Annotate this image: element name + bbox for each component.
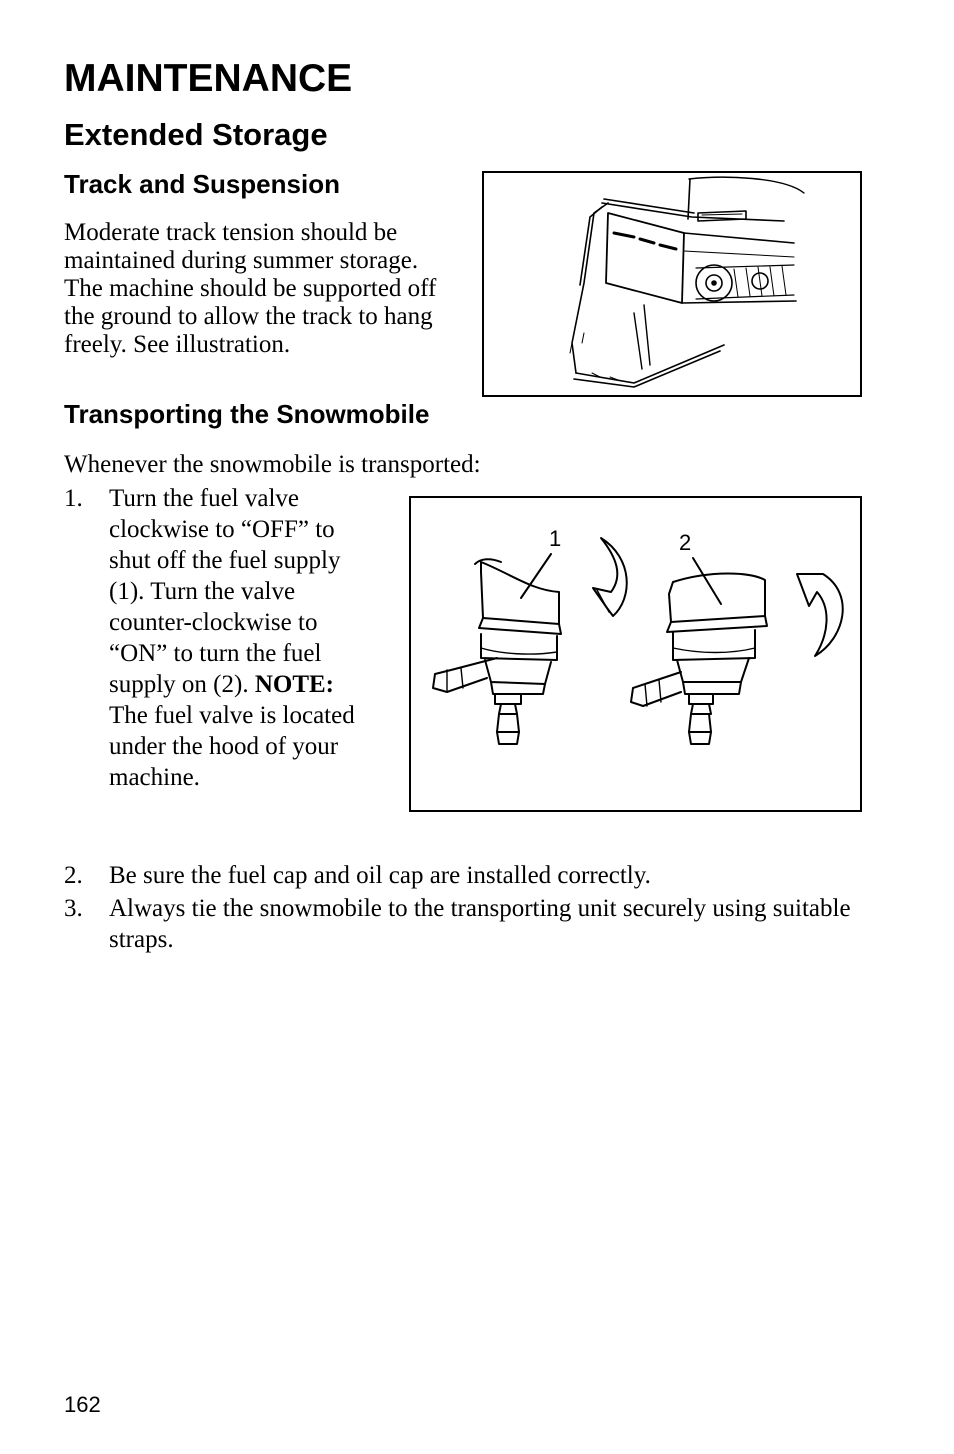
section-title: Extended Storage — [64, 117, 328, 152]
valve-1-icon — [433, 559, 561, 744]
step-number: 3. — [64, 895, 83, 922]
track-suspension-paragraph: Moderate track tension should be maintained during summer storage. The machine should be supported off the ground to allow the track to hang freely. See illustration. — [64, 219, 437, 358]
transporting-intro: Whenever the snowmobile is transported: — [64, 451, 481, 478]
rotate-clockwise-arrow-icon — [593, 538, 627, 616]
transporting-heading: Transporting the Snowmobile — [64, 399, 430, 429]
valve-label-2: 2 — [679, 530, 692, 555]
fuel-valve-illustration — [409, 496, 862, 812]
step-text: Turn the fuel valve clockwise to “OFF” to shut off the fuel supply (1). Turn the valve counter-clockwise to “ON” to turn the fuel supply on (2). NOTE: The fuel valve is located under the hood of your machine. — [109, 485, 355, 791]
step-number: 1. — [64, 485, 83, 512]
page-number: 162 — [64, 1392, 101, 1417]
note-label: NOTE: — [254, 671, 335, 698]
step-text: Be sure the fuel cap and oil cap are installed correctly. — [109, 862, 651, 889]
step-number: 2. — [64, 862, 83, 889]
snowmobile-stand-illustration — [482, 171, 862, 397]
page-title: MAINTENANCE — [64, 57, 353, 100]
step-text: Always tie the snowmobile to the transporting unit securely using suitable straps. — [109, 895, 851, 953]
note-text: The fuel valve is located under the hood of your machine. — [109, 702, 355, 791]
valve-2-icon — [631, 574, 767, 745]
rotate-counterclockwise-arrow-icon — [797, 574, 843, 656]
track-suspension-heading: Track and Suspension — [64, 169, 340, 199]
valve-label-1: 1 — [549, 526, 562, 551]
